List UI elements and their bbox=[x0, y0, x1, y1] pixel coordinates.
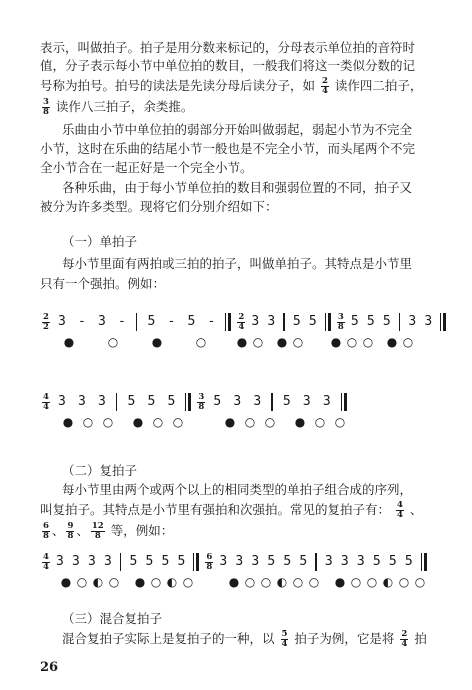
final-barline bbox=[341, 393, 347, 411]
text-line bbox=[62, 630, 438, 649]
note-dash: - bbox=[78, 314, 86, 329]
time-signature: 3 8 bbox=[337, 311, 344, 332]
note: 5 bbox=[147, 314, 156, 329]
note: 5 bbox=[382, 314, 391, 329]
note-dash: - bbox=[207, 314, 216, 329]
text-run: 叫复拍子。其特点是小节里有强拍和次强拍。常见的复拍子有： bbox=[40, 502, 391, 517]
text-line: 小节，这时在乐曲的结尾小节一般也是不完全小节，而头尾两个不完 bbox=[40, 141, 416, 156]
final-barline bbox=[421, 553, 427, 571]
note: 3 bbox=[219, 554, 228, 569]
text-run: 读作八三拍子，余类推。 bbox=[55, 99, 194, 114]
text-line: 每小节里由两个或两个以上的相同类型的单拍子组合成的序列， bbox=[62, 482, 413, 497]
text-run: 、 bbox=[51, 523, 65, 538]
time-signature: 2 4 bbox=[238, 311, 245, 332]
medium-beat-mark: ◐ bbox=[276, 575, 288, 589]
final-barline bbox=[193, 553, 199, 571]
final-barline bbox=[225, 313, 231, 331]
note-dash: - bbox=[118, 314, 126, 329]
strong-beat-mark: ● bbox=[334, 575, 346, 589]
note: 3 bbox=[356, 554, 365, 569]
time-signature: $\frac{6}{8}$ bbox=[43, 521, 49, 541]
note: 3 bbox=[253, 394, 262, 409]
strong-beat-mark: ● bbox=[134, 575, 146, 589]
text-run: 等，例如： bbox=[110, 523, 174, 538]
text-run: 号称为拍号。拍号的读法是先读分母后读分子，如 bbox=[40, 78, 316, 93]
section-heading: （一）单拍子 bbox=[62, 234, 138, 249]
notation-example-compound bbox=[40, 552, 440, 598]
note: 5 bbox=[308, 314, 317, 329]
barline bbox=[136, 313, 138, 331]
strong-beat-mark: ● bbox=[151, 335, 163, 349]
final-barline bbox=[185, 393, 191, 411]
text-line: 值，分子表示每小节中单位拍的数目，一般我们将这一类似分数的记 bbox=[40, 58, 416, 73]
note: 3 bbox=[233, 394, 242, 409]
notation-example-simple-1 bbox=[40, 312, 440, 358]
weak-beat-mark: ○ bbox=[108, 575, 120, 589]
text-line: 乐曲由小节中单位拍的弱部分开始叫做弱起，弱起小节为不完全 bbox=[62, 122, 413, 137]
final-barline bbox=[325, 313, 331, 331]
weak-beat-mark: ○ bbox=[292, 335, 304, 349]
note: 5 bbox=[388, 554, 397, 569]
strong-beat-mark: ● bbox=[330, 335, 342, 349]
weak-beat-mark: ○ bbox=[152, 415, 164, 429]
weak-beat-mark: ○ bbox=[252, 335, 264, 349]
weak-beat-mark: ○ bbox=[346, 335, 358, 349]
time-signature: 2 2 bbox=[43, 311, 49, 332]
note: 3 bbox=[104, 554, 112, 569]
weak-beat-mark: ○ bbox=[292, 575, 304, 589]
strong-beat-mark: ● bbox=[294, 415, 306, 429]
weak-beat-mark: ○ bbox=[414, 575, 426, 589]
weak-beat-mark: ○ bbox=[308, 575, 320, 589]
time-signature: 3 8 bbox=[198, 391, 205, 412]
strong-beat-mark: ● bbox=[386, 335, 398, 349]
note: 5 bbox=[177, 554, 186, 569]
text-line bbox=[40, 77, 438, 96]
weak-beat-mark: ○ bbox=[398, 575, 410, 589]
text-line: 只有一个强拍。例如： bbox=[40, 276, 166, 291]
note: 3 bbox=[267, 314, 276, 329]
weak-beat-mark: ○ bbox=[82, 415, 94, 429]
text-run: 混合复拍子实际上是复拍子的一种，以 bbox=[62, 631, 275, 646]
weak-beat-mark: ○ bbox=[350, 575, 362, 589]
note: 5 bbox=[147, 394, 156, 409]
weak-beat-mark: ○ bbox=[195, 335, 207, 349]
text-run: 、 bbox=[76, 523, 89, 538]
text-line: 被分为许多类型。现将它们分别介绍如下： bbox=[40, 199, 278, 214]
note: 3 bbox=[98, 314, 106, 329]
note: 5 bbox=[129, 554, 138, 569]
section-heading: （二）复拍子 bbox=[62, 463, 138, 478]
note: 3 bbox=[322, 394, 331, 409]
note: 5 bbox=[283, 554, 292, 569]
weak-beat-mark: ○ bbox=[76, 575, 88, 589]
note: 5 bbox=[167, 394, 176, 409]
weak-beat-mark: ○ bbox=[107, 335, 119, 349]
note: 3 bbox=[88, 554, 96, 569]
weak-beat-mark: ○ bbox=[172, 415, 184, 429]
barline bbox=[315, 553, 317, 571]
medium-beat-mark: ◐ bbox=[382, 575, 394, 589]
note: 3 bbox=[235, 554, 244, 569]
note: 3 bbox=[324, 554, 333, 569]
text-run: 读作四二拍子， bbox=[334, 78, 423, 93]
weak-beat-mark: ○ bbox=[150, 575, 162, 589]
note: 3 bbox=[302, 394, 311, 409]
time-signature: $\frac{9}{8}$ bbox=[67, 521, 74, 541]
note: 3 bbox=[56, 554, 64, 569]
note-dash: - bbox=[167, 314, 176, 329]
note: 5 bbox=[366, 314, 375, 329]
note: 5 bbox=[404, 554, 413, 569]
strong-beat-mark: ● bbox=[236, 335, 248, 349]
time-signature: 6 8 bbox=[206, 551, 213, 572]
note: 5 bbox=[299, 554, 308, 569]
strong-beat-mark: ● bbox=[132, 415, 144, 429]
strong-beat-mark: ● bbox=[224, 415, 236, 429]
medium-beat-mark: ◐ bbox=[166, 575, 178, 589]
time-signature: $\frac{12}{8}$ bbox=[91, 521, 104, 541]
time-signature: $\frac{5}{4}$ bbox=[281, 629, 288, 649]
strong-beat-mark: ● bbox=[63, 335, 75, 349]
barline bbox=[116, 393, 118, 411]
text-run: 、 bbox=[409, 502, 423, 517]
weak-beat-mark: ○ bbox=[244, 415, 256, 429]
text-line: 表示，叫做拍子。拍子是用分数来标记的，分母表示单位拍的音符时 bbox=[40, 40, 416, 55]
section-heading: （三）混合复拍子 bbox=[62, 611, 163, 626]
text-line bbox=[40, 522, 438, 541]
strong-beat-mark: ● bbox=[276, 335, 288, 349]
weak-beat-mark: ○ bbox=[182, 575, 194, 589]
note: 3 bbox=[251, 554, 260, 569]
strong-beat-mark: ● bbox=[228, 575, 240, 589]
barline bbox=[271, 393, 273, 411]
note: 3 bbox=[424, 314, 433, 329]
weak-beat-mark: ○ bbox=[260, 575, 272, 589]
text-run: 拍 bbox=[414, 631, 427, 646]
note: 3 bbox=[408, 314, 417, 329]
text-line: 每小节里面有两拍或三拍的拍子，叫做单拍子。其特点是小节里 bbox=[62, 256, 413, 271]
barline bbox=[283, 313, 285, 331]
note: 3 bbox=[72, 554, 80, 569]
time-signature: $\frac{2}{4}$ bbox=[322, 76, 328, 96]
note: 3 bbox=[58, 314, 66, 329]
note: 5 bbox=[145, 554, 154, 569]
note: 5 bbox=[127, 394, 136, 409]
notation-example-simple-2 bbox=[40, 392, 440, 438]
weak-beat-mark: ○ bbox=[334, 415, 346, 429]
note: 5 bbox=[187, 314, 196, 329]
text-line: 各种乐曲，由于每小节单位拍的数目和强弱位置的不同，拍子又 bbox=[62, 180, 413, 195]
note: 5 bbox=[372, 554, 381, 569]
note: 3 bbox=[98, 394, 106, 409]
note: 5 bbox=[282, 394, 291, 409]
weak-beat-mark: ○ bbox=[244, 575, 256, 589]
final-barline bbox=[440, 313, 446, 331]
page-number: 26 bbox=[40, 660, 59, 675]
barline bbox=[399, 313, 401, 331]
medium-beat-mark: ◐ bbox=[92, 575, 104, 589]
note: 3 bbox=[251, 314, 260, 329]
strong-beat-mark: ● bbox=[62, 415, 74, 429]
note: 5 bbox=[213, 394, 222, 409]
text-line bbox=[40, 98, 438, 117]
note: 3 bbox=[78, 394, 86, 409]
weak-beat-mark: ○ bbox=[366, 575, 378, 589]
note: 3 bbox=[58, 394, 66, 409]
weak-beat-mark: ○ bbox=[264, 415, 276, 429]
note: 5 bbox=[267, 554, 276, 569]
weak-beat-mark: ○ bbox=[402, 335, 414, 349]
time-signature: $\frac{3}{8}$ bbox=[43, 97, 49, 117]
strong-beat-mark: ● bbox=[60, 575, 72, 589]
note: 5 bbox=[350, 314, 359, 329]
time-signature: $\frac{4}{4}$ bbox=[397, 500, 403, 520]
text-line bbox=[40, 501, 438, 520]
barline bbox=[120, 553, 122, 571]
time-signature: 4 4 bbox=[43, 391, 49, 412]
time-signature: $\frac{2}{4}$ bbox=[401, 629, 408, 649]
note: 3 bbox=[340, 554, 349, 569]
weak-beat-mark: ○ bbox=[102, 415, 114, 429]
time-signature: 4 4 bbox=[43, 551, 49, 572]
weak-beat-mark: ○ bbox=[362, 335, 374, 349]
text-line: 全小节合在一起正好是一个完全小节。 bbox=[40, 160, 253, 175]
weak-beat-mark: ○ bbox=[314, 415, 326, 429]
note: 5 bbox=[292, 314, 301, 329]
note: 5 bbox=[161, 554, 170, 569]
text-run: 拍子为例，它是将 bbox=[294, 631, 395, 646]
